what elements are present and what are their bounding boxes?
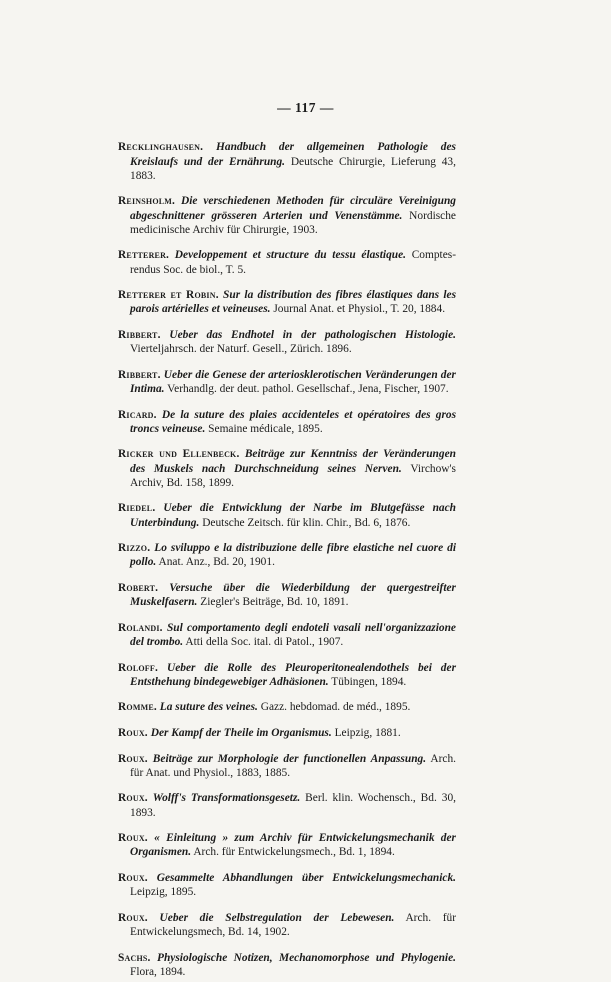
reference-author: Rolandi. xyxy=(118,621,163,634)
reference-title: Wolff's Transformationsgesetz. xyxy=(152,792,301,805)
reference-title: Handbuch der allgemeinen Pathologie des Kreislaufs und der Ernährung. xyxy=(130,141,456,168)
reference-source: Deutsche Zeitsch. für klin. Chir., Bd. 6, 1876. xyxy=(202,516,411,529)
reference-title: Ueber die Rolle des Pleuroperitonealendothels bei der Entsthehung bindegewebiger Adhäsionen. xyxy=(130,661,456,688)
reference-title: Sul comportamento degli endoteli vasali nell'organizzazione del trombo. xyxy=(130,621,456,648)
reference-author: Ricker und Ellenbeck. xyxy=(118,448,240,461)
reference-author: Roux. xyxy=(118,871,148,884)
reference-title: Developpement et structure du tessu élastique. xyxy=(174,249,407,262)
reference-entry xyxy=(118,951,456,979)
reference-entry xyxy=(118,791,456,819)
reference-author: Roux. xyxy=(118,792,148,805)
reference-title: Die verschiedenen Methoden für circuläre Vereinigung abgeschnittener grösseren Arterien und Venenstämme. xyxy=(130,195,456,222)
reference-title: Ueber die Genese der arteriosklerotischen Veränderungen der Intima. xyxy=(130,368,456,395)
reference-entry xyxy=(118,288,456,316)
reference-author: Retterer. xyxy=(118,249,170,262)
reference-source: Leipzig, 1895. xyxy=(130,886,197,899)
reference-entry xyxy=(118,140,456,183)
reference-entry xyxy=(118,700,456,714)
reference-source: Virchow's Archiv, Bd. 158, 1899. xyxy=(130,462,456,489)
reference-entry xyxy=(118,871,456,899)
reference-source: Vierteljahrsch. der Naturf. Gesell., Zürich. 1896. xyxy=(130,343,352,356)
reference-title: Versuche über die Wiederbildung der quergestreifter Muskelfasern. xyxy=(130,581,456,609)
reference-source: Semaine médicale, 1895. xyxy=(208,422,323,435)
reference-entry xyxy=(118,621,456,649)
reference-source: Flora, 1894. xyxy=(130,965,186,978)
reference-source: Arch. für Entwickelungsmech, Bd. 14, 1902. xyxy=(130,911,456,938)
reference-source: Atti della Soc. ital. di Patol., 1907. xyxy=(185,635,344,648)
reference-title: Sur la distribution des fibres élastiques dans les parois artérielles et veineuses. xyxy=(130,289,457,316)
reference-entry xyxy=(118,501,456,529)
reference-entry xyxy=(118,911,456,939)
reference-title: Lo sviluppo e la distribuzione delle fibre elastiche nel cuore di pollo. xyxy=(130,542,456,569)
reference-title: De la suture des plaies accidenteles et opératoires des gros troncs veineuse. xyxy=(130,408,457,435)
reference-title: Ueber das Endhotel in der pathologischen Histologie. xyxy=(169,328,456,341)
reference-title: Ueber die Entwicklung der Narbe im Blutgefässe nach Unterbindung. xyxy=(130,502,456,529)
reference-author: Sachs. xyxy=(118,951,151,964)
reference-source: Ziegler's Beiträge, Bd. 10, 1891. xyxy=(200,596,349,609)
reference-author: Riedel. xyxy=(118,502,156,515)
reference-author: Ribbert. xyxy=(118,368,161,381)
reference-title: Ueber die Selbstregulation der Lebewesen. xyxy=(159,911,395,924)
reference-source: Nordische medicinische Archiv für Chirurgie, 1903. xyxy=(130,209,456,236)
reference-entry xyxy=(118,328,456,356)
reference-source: Comptes-rendus Soc. de biol., T. 5. xyxy=(130,249,456,276)
reference-author: Roux. xyxy=(118,752,148,765)
reference-source: Berl. klin. Wochensch., Bd. 30, 1893. xyxy=(130,792,456,819)
reference-source: Verhandlg. der deut. pathol. Gesellschaf., Jena, Fischer, 1907. xyxy=(167,382,449,395)
reference-entry xyxy=(118,831,456,859)
reference-author: Ribbert. xyxy=(118,328,161,341)
reference-source: Gazz. hebdomad. de méd., 1895. xyxy=(260,701,411,714)
reference-author: Robert. xyxy=(118,581,159,594)
reference-entry xyxy=(118,726,456,740)
reference-author: Retterer et Robin. xyxy=(118,289,219,302)
reference-source: Tübingen, 1894. xyxy=(331,675,407,688)
reference-author: Roux. xyxy=(118,726,148,739)
reference-author: Roux. xyxy=(118,832,148,845)
page-number: — 117 — xyxy=(277,100,334,115)
reference-entry xyxy=(118,368,456,396)
reference-list xyxy=(118,129,456,982)
reference-source: Deutsche Chirurgie, Lieferung 43, 1883. xyxy=(130,155,456,182)
reference-title: Beiträge zur Kenntniss der Veränderungen des Muskels nach Durchschneidung seines Nerven. xyxy=(130,448,456,475)
reference-entry xyxy=(118,194,456,237)
reference-source: Journal Anat. et Physiol., T. 20, 1884. xyxy=(273,303,446,316)
reference-title: Physiologische Notizen, Mechanomorphose und Phylogenie. xyxy=(157,951,456,964)
reference-title: « Einleitung » zum Archiv für Entwickelungsmechanik der Organismen. xyxy=(130,832,456,859)
reference-source: Anat. Anz., Bd. 20, 1901. xyxy=(158,556,275,569)
reference-entry xyxy=(118,248,456,276)
reference-author: Ricard. xyxy=(118,408,157,421)
reference-author: Reinsholm. xyxy=(118,195,176,208)
reference-title: Der Kampf der Theile im Organismus. xyxy=(150,726,332,739)
reference-title: La suture des veines. xyxy=(159,701,258,714)
reference-source: Leipzig, 1881. xyxy=(334,726,401,739)
reference-source: Arch. für Entwickelungsmech., Bd. 1, 1894. xyxy=(193,846,395,859)
reference-author: Romme. xyxy=(118,701,157,714)
reference-entry xyxy=(118,408,456,436)
reference-author: Recklinghausen. xyxy=(118,141,204,154)
reference-title: Beiträge zur Morphologie der functionellen Anpassung. xyxy=(152,752,427,765)
reference-title: Gesammelte Abhandlungen über Entwickelungsmechanick. xyxy=(156,871,456,884)
reference-author: Roloff. xyxy=(118,661,159,674)
reference-entry xyxy=(118,661,456,689)
reference-entry xyxy=(118,541,456,569)
reference-author: Roux. xyxy=(118,911,148,924)
reference-entry xyxy=(118,752,456,780)
reference-entry xyxy=(118,581,456,609)
reference-entry xyxy=(118,447,456,490)
reference-author: Rizzo. xyxy=(118,542,151,555)
reference-source: Arch. für Anat. und Physiol., 1883, 1885. xyxy=(130,752,457,779)
